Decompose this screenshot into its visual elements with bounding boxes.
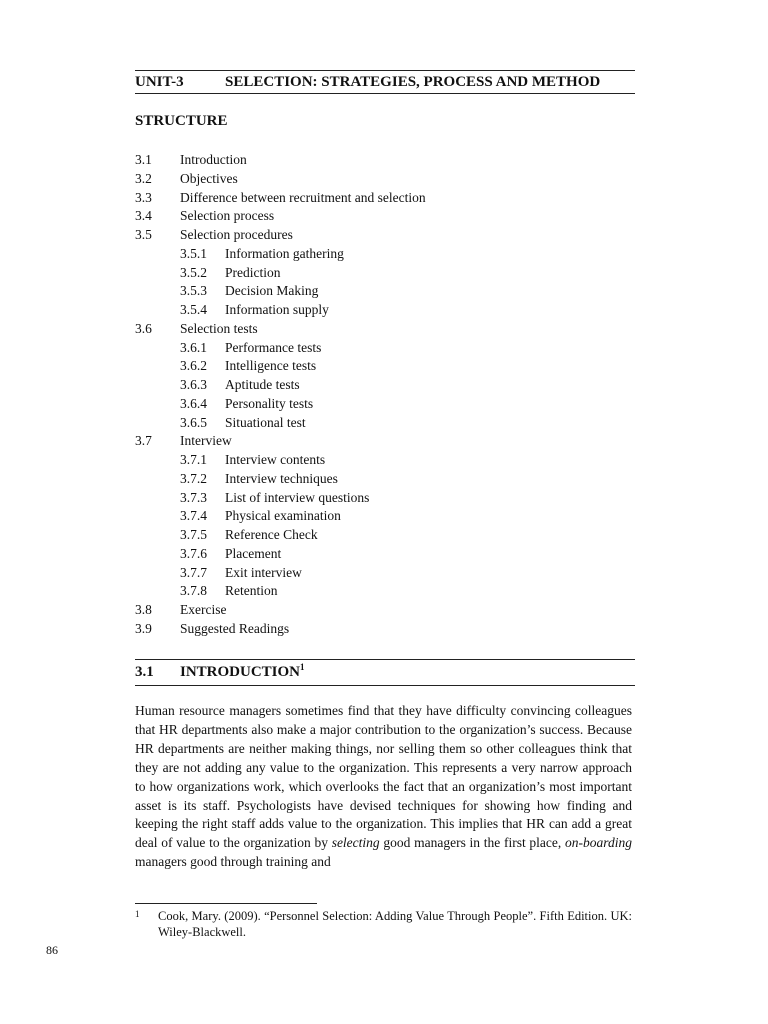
toc-item-label: Interview contents [225,452,326,467]
toc-item-label: Exit interview [225,564,302,580]
toc-item-label: Performance tests [225,339,322,355]
paragraph-text: Human resource managers sometimes find that they have difficulty convincing colleagues that HR departments also make a major contribution to the organization’s success. Because HR departments are neither making things, nor selling them so other colleagues think that they are not adding any value to the organization. This represents a very narrow approach to how organizations work, which overlooks the fact that an organization’s most important asset is its staff. Psychologists have devised techniques for showing how finding and keeping the right staff adds value to the organization. This implies that HR can add a great deal of value to the organization by [135,703,632,851]
toc-item-number: 3.7.7 [180,564,207,580]
toc-item-label: Selection process [180,208,275,224]
toc-item [135,545,635,564]
toc-item [135,620,635,639]
toc-item-label: Selection procedures [180,227,293,242]
toc-item [135,432,635,451]
toc-item-number: 3.8 [135,602,152,617]
toc-item-label: Objectives [180,170,238,186]
toc-item-number: 3.7.8 [180,583,207,599]
structure-heading: STRUCTURE [135,113,228,129]
toc-item-number: 3.6.5 [180,414,207,430]
toc-item-label: Selection tests [180,320,258,336]
toc-item-label: Exercise [180,602,227,617]
toc-item-label: Prediction [225,264,281,280]
toc-item-number: 3.7 [135,433,152,449]
toc-item-label: Intelligence tests [225,358,317,374]
toc-item-number: 3.6.1 [180,339,207,355]
toc-item-label: Interview [180,433,232,449]
unit-title: SELECTION: STRATEGIES, PROCESS AND METHOD [225,74,601,90]
toc-item-number: 3.5.2 [180,264,207,280]
toc-item-label: Situational test [225,414,306,430]
toc-item-label: Introduction [180,152,247,167]
toc-item [135,489,635,508]
toc-item-number: 3.2 [135,170,152,186]
toc-item [135,301,635,320]
paragraph-text: good managers in the first place, [379,835,565,851]
toc-item-number: 3.9 [135,620,152,636]
footnote-text: Cook, Mary. (2009). “Personnel Selection: Adding Value Through People”. Fifth Edition. UK: Wiley-Blackwell. [158,909,632,939]
toc-item-number: 3.5 [135,227,152,242]
toc-item [135,264,635,283]
toc-item [135,470,635,489]
toc-item-label: Information gathering [225,245,344,261]
toc-item-number: 3.7.5 [180,527,207,542]
toc-item-number: 3.7.1 [180,452,207,467]
toc-item-number: 3.7.6 [180,545,207,561]
toc-item-label: Aptitude tests [225,377,300,392]
toc-item-number: 3.5.4 [180,302,207,317]
section-number: 3.1 [135,664,154,680]
toc-item [135,582,635,601]
toc-item-label: Reference Check [225,527,318,542]
toc-item-number: 3.6.4 [180,395,207,411]
toc-item-number: 3.7.4 [180,508,207,524]
toc-item [135,376,635,395]
toc-item [135,601,635,620]
toc-item-number: 3.3 [135,189,152,205]
toc-item-number: 3.5.3 [180,283,207,299]
unit-number: UNIT-3 [135,74,184,90]
intro-paragraph [135,702,632,872]
toc-item-label: List of interview questions [225,489,370,505]
toc-item-label: Retention [225,583,278,599]
toc-item-number: 3.7.2 [180,470,207,486]
toc-item-label: Placement [225,545,282,561]
page-number: 86 [46,943,58,957]
paragraph-text: managers good through training and [135,854,331,870]
toc-item [135,320,635,339]
toc-item [135,414,635,433]
section-title-text: INTRODUCTION [180,664,301,680]
toc-item [135,226,635,245]
footnote-reference[interactable]: 1 [300,662,305,672]
toc-item-number: 3.6.2 [180,358,207,374]
toc-item-number: 3.7.3 [180,489,207,505]
toc-item-label: Decision Making [225,283,319,299]
unit-header [135,70,635,94]
toc-item [135,357,635,376]
footnote-divider [135,903,317,904]
toc-item-label: Interview techniques [225,470,338,486]
toc-item-label: Personality tests [225,395,314,411]
toc-item [135,189,635,208]
paragraph-emphasis: on-boarding [564,835,632,851]
toc-item-number: 3.4 [135,208,152,224]
section-header [135,659,635,686]
toc-item [135,507,635,526]
footnote-mark: 1 [135,909,140,919]
toc-item-number: 3.5.1 [180,245,207,261]
footnote [135,908,632,940]
section-title [180,660,305,685]
toc-item [135,170,635,189]
toc-item [135,245,635,264]
toc-item-number: 3.6 [135,320,152,336]
toc-item [135,151,635,170]
toc-item [135,451,635,470]
toc-item-number: 3.6.3 [180,377,207,392]
toc-item-label: Difference between recruitment and selection [180,189,426,205]
toc-item [135,339,635,358]
toc-item [135,395,635,414]
toc-item [135,282,635,301]
toc-item [135,207,635,226]
toc-item [135,564,635,583]
toc-item-label: Suggested Readings [180,620,290,636]
table-of-contents [135,151,635,639]
toc-item [135,526,635,545]
paragraph-emphasis: selecting [331,835,380,851]
toc-item-label: Information supply [225,302,329,317]
toc-item-label: Physical examination [225,508,341,524]
toc-item-number: 3.1 [135,152,152,167]
